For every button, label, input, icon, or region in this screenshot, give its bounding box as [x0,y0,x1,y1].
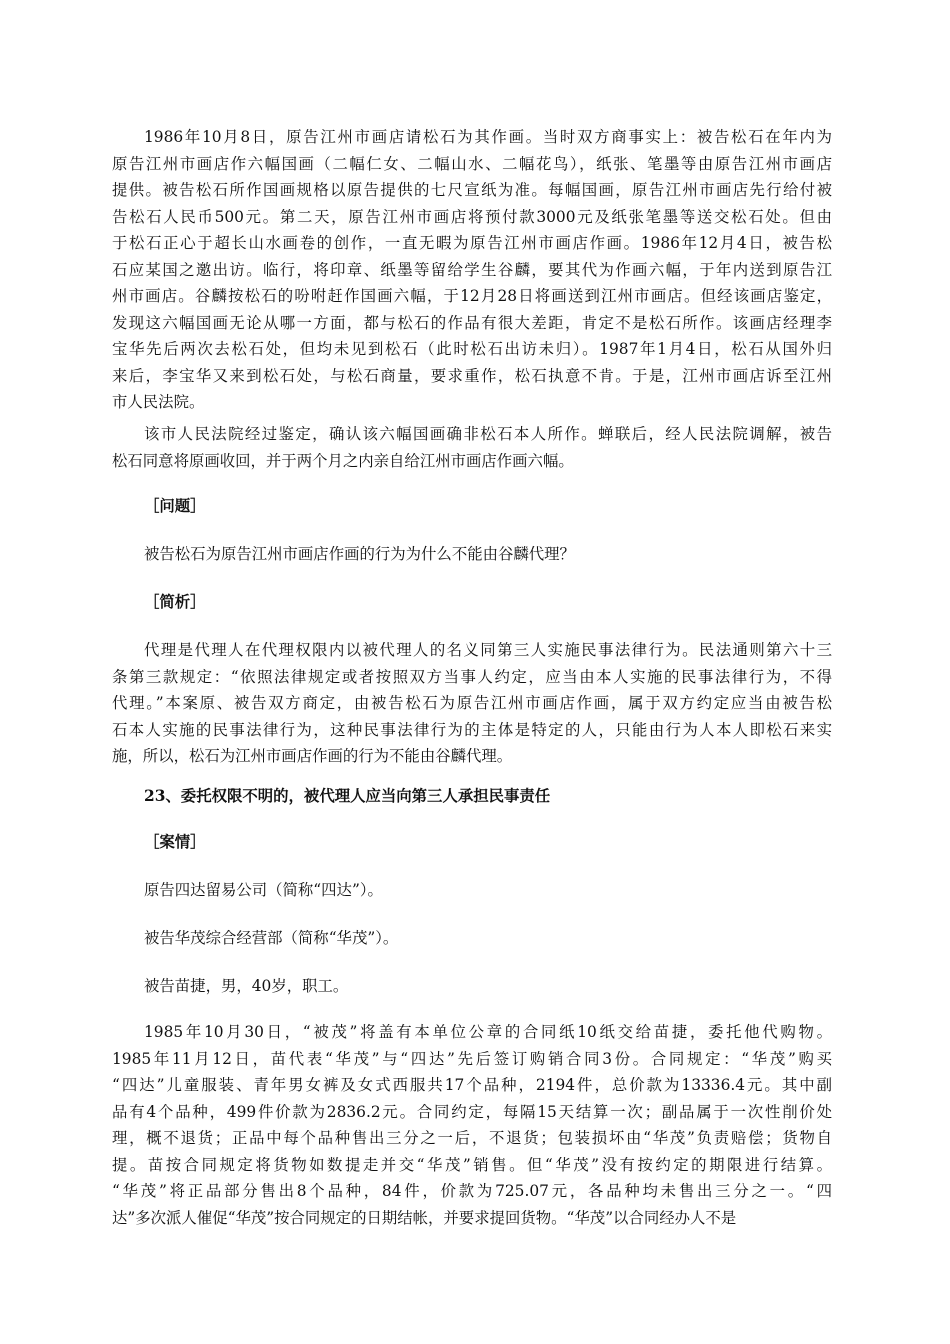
defendant-2-line [112,973,832,1000]
text-line: ［简析］ [144,593,206,611]
analysis-paragraph [112,637,832,770]
question-text [112,541,832,568]
text-line: 发现这六幅国画无论从哪一方面，都与松石的作品有很大差距，肯定不是松石所作。该画店经理李 [112,313,832,332]
text-line: 原告四达留易公司（简称“四达”）。 [144,881,383,899]
text-line: 代理是代理人在代理权限内以被代理人的名义同第三人实施民事法律行为。民法通则第六十三 [144,641,832,659]
text-line: 松石同意将原画收回，并于两个月之内亲自给江州市画店作画六幅。 [112,451,574,470]
text-line: 提供。被告松石所作国画规格以原告提供的七尺宣纸为准。每幅国画，原告江州市画店先行给付被 [112,181,832,199]
case-facts-paragraph [112,124,832,416]
question-heading [112,493,832,520]
text-line: 代理。”本案原、被告双方商定，由被告松石为原告江州市画店作画，属于双方约定应当由被告松 [112,694,832,712]
text-line: 23、委托权限不明的，被代理人应当向第三人承担民事责任 [144,787,551,805]
text-line: 石本人实施的民事法律行为，这种民事法律行为的主体是特定的人，只能由行为人本人即松石来实 [112,720,832,739]
text-line: 州市画店。谷麟按松石的吩咐赶作国画六幅，于12月28日将画送到江州市画店。但经该画店鉴定， [112,287,832,305]
text-line: 被告苗捷，男，40岁，职工。 [144,977,349,995]
text-line: 条第三款规定：“依照法律规定或者按照双方当事人约定，应当由本人实施的民事法律行为，不得 [112,667,832,686]
text-line: 该市人民法院经过鉴定，确认该六幅国画确非松石本人所作。蝉联后，经人民法院调解，被告 [144,425,832,443]
text-line: 来后，李宝华又来到松石处，与松石商量，要求重作，松石执意不肯。于是，江州市画店诉至江州 [112,366,832,385]
text-line: 1986年10月8日，原告江州市画店请松石为其作画。当时双方商事实上：被告松石在年内为 [144,128,832,146]
text-line: 提。苗按合同规定将货物如数提走并交“华茂”销售。但“华茂”没有按约定的期限进行结算。 [112,1155,832,1174]
court-result-paragraph [112,421,832,474]
case-heading [112,829,832,856]
text-line: “四达”儿童服装、青年男女裤及女式西服共17个品种，2194件，总价款为13336.4元。其中副 [112,1076,832,1094]
text-line: 理，概不退货；正品中每个品种售出三分之一后，不退货；包装损坏由“华茂”负责赔偿；货物自 [112,1129,832,1147]
text-line: 石应某国之邀出访。临行，将印章、纸墨等留给学生谷麟，要其代为作画六幅，于年内送到原告江 [112,260,832,279]
text-line: 宝华先后两次去松石处，但均未见到松石（此时松石出访未归）。1987年1月4日，松石从国外归 [112,340,832,358]
text-line: 于松石正心于超长山水画卷的创作，一直无暇为原告江州市画店作画。1986年12月4日，被告松 [112,234,832,252]
text-line: 1985年10月30日，“被茂”将盖有本单位公章的合同纸10纸交给苗捷，委托他代购物。 [144,1023,832,1041]
text-line: 被告松石为原告江州市画店作画的行为为什么不能由谷麟代理？ [144,545,575,563]
text-line: ［问题］ [144,497,206,515]
text-line: 1985年11月12日，苗代表“华茂”与“四达”先后签订购销合同3份。合同规定：“华茂”购买 [112,1049,832,1068]
text-line: 达”多次派人催促“华茂”按合同规定的日期结帐，并要求提回货物。“华茂”以合同经办人不是 [112,1208,737,1227]
analysis-heading [112,589,832,616]
plaintiff-line [112,877,832,904]
case-23-title [112,783,832,810]
text-line: 品有4个品种，499件价款为2836.2元。合同约定，每隔15天结算一次；副品属于一次性削价处 [112,1102,832,1121]
text-line: 市人民法院。 [112,393,205,411]
text-line: 原告江州市画店作六幅国画（二幅仁女、二幅山水、二幅花鸟），纸张、笔墨等由原告江州市画店 [112,154,832,173]
text-line: 告松石人民币500元。第二天，原告江州市画店将预付款3000元及纸张笔墨等送交松石处。但由 [112,207,832,226]
defendant-1-line [112,925,832,952]
case-23-facts-paragraph [112,1019,832,1231]
text-line: 被告华茂综合经营部（简称“华茂”）。 [144,929,399,947]
text-line: ［案情］ [144,833,206,851]
text-line: “华茂”将正品部分售出8个品种，84件，价款为725.07元，各品种均未售出三分之一。“四 [112,1182,832,1200]
text-line: 施，所以，松石为江州市画店作画的行为不能由谷麟代理。 [112,747,513,765]
